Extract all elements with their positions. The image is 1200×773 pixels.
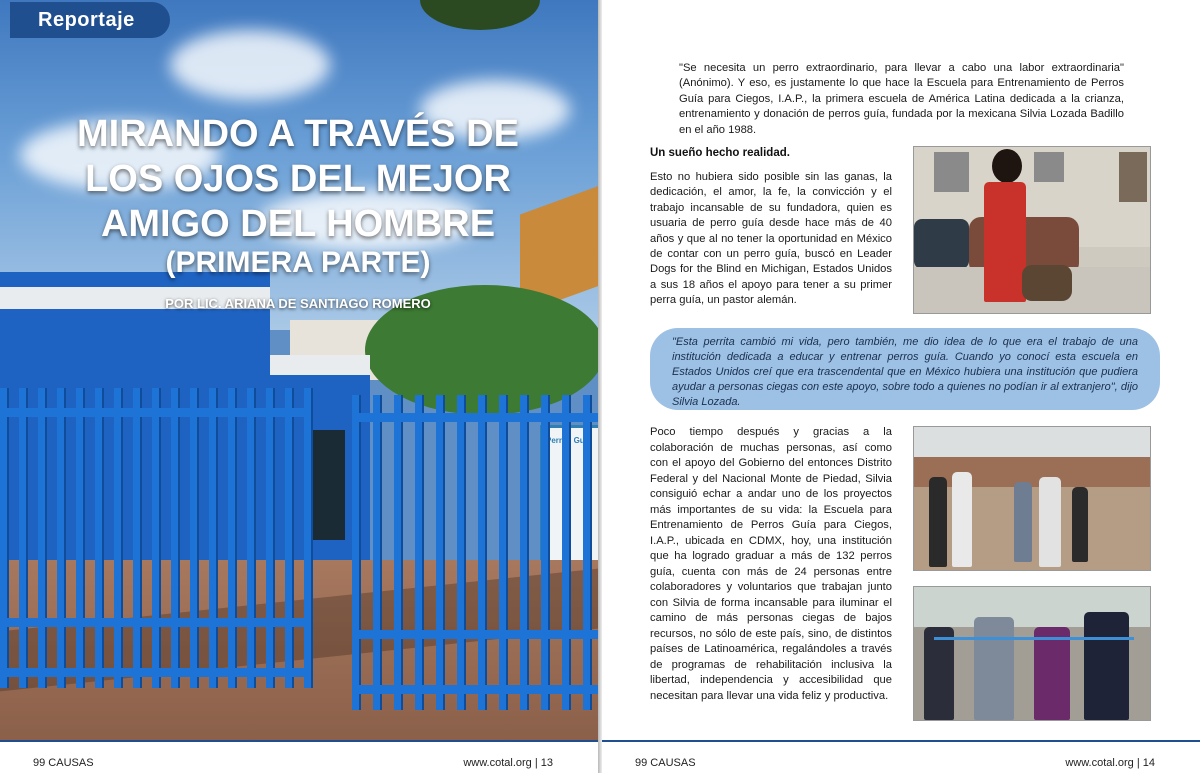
fence-bar (114, 388, 123, 688)
photo-ribbon-cutting (913, 586, 1151, 721)
fence-bar (373, 395, 382, 710)
fence-bar (19, 388, 28, 688)
intro-paragraph: "Se necesita un perro extraordinario, para llevar a cabo una labor extraordinaria" (Anónimo). Y eso, es justamente lo que hace la Escuela para Entrenamiento de Perros Guía para Ciegos, I.A.P., la primera escuela de América Latina dedicada a la crianza, entrenamiento y donación de perros guía, fundada por la mexicana Silvia Lozada Badillo en el año 1988. (679, 62, 1124, 136)
fence-bar (285, 388, 294, 688)
footer-page-number: www.cotal.org | 13 (463, 757, 553, 769)
fence-bar (352, 395, 361, 710)
footer (0, 740, 598, 773)
fence-rail (0, 408, 305, 417)
article-title (38, 112, 558, 247)
footer-publication: 99 CAUSAS (33, 757, 94, 769)
fence-bar (266, 388, 275, 688)
sign-text: Perros (546, 436, 572, 445)
footer (602, 740, 1200, 773)
fence-bar (541, 395, 550, 710)
fence-rail (352, 630, 598, 639)
footer-publication: 99 CAUSAS (635, 757, 696, 769)
fence-rail (352, 685, 598, 694)
title-line: LOS OJOS DEL MEJOR (85, 158, 511, 200)
fence-rail (0, 618, 305, 627)
fence-rail (352, 413, 598, 422)
blue-gate-right (352, 395, 598, 710)
fence-bar (57, 388, 66, 688)
author-byline: POR LIC. ARIANA DE SANTIAGO ROMERO (165, 296, 431, 311)
fence-bar (76, 388, 85, 688)
right-page (602, 0, 1200, 773)
fence-bar (457, 395, 466, 710)
footer-page-number: www.cotal.org | 14 (1065, 757, 1155, 769)
fence-bar (520, 395, 529, 710)
fence-bar (228, 388, 237, 688)
fence-bar (38, 388, 47, 688)
fence-bar (415, 395, 424, 710)
fence-bar (583, 395, 592, 710)
body-paragraph: Poco tiempo después y gracias a la colaboración de muchas personas, así como con el apoyo del Gobierno del entonces Distrito Federal y del Nacional Monte de Piedad, Silvia consiguió echar a andar uno de los proyectos más importantes de su vida: la Escuela para Entrenamiento de Perros Guía para Ciegos, I.A.P., ubicada en CDMX, hoy, una institución que ha logrado graduar a más de 132 perros guía, cuenta con más de 24 personas entre colaboradores y voluntarios que trabajan junto con Silvia de forma incansable para iluminar el camino de más personas ciegas de bajos recursos, no sólo de este país, sino, de distintos países de Latinoamérica, regalándoles a través de programas de rehabilitación inclusiva la libertad, independencia y accesibilidad que necesitan para llevar una vida feliz y productiva. (650, 426, 892, 702)
blue-gate-left (0, 388, 305, 688)
left-page (0, 0, 598, 773)
section-tag: Reportaje (10, 2, 170, 38)
fence-bar (394, 395, 403, 710)
pull-quote: "Esta perrita cambió mi vida, pero también, me dio idea de lo que era el trabajo de una institución dedicada a educar y entrenar perros guía. Cuando yo conocí esta escuela en Estados Unidos creí que era trascendental que en México hubiera una institución que pudiera ayudar a personas ciegas con este apoyo, sobre todo a quienes no podían ir al extranjero", dijo Silvia Lozada. (650, 328, 1160, 410)
fence-bar (152, 388, 161, 688)
fence-bar (436, 395, 445, 710)
fence-bar (0, 388, 9, 688)
building-stripe-2 (270, 355, 370, 375)
fence-rail (0, 668, 305, 677)
fence-bar (171, 388, 180, 688)
photo-construction-site (913, 426, 1151, 571)
section-heading: Un sueño hecho realidad. (650, 147, 790, 159)
fence-bar (478, 395, 487, 710)
fence-bar (304, 388, 313, 688)
fence-bar (190, 388, 199, 688)
fence-bar (499, 395, 508, 710)
fence-bar (133, 388, 142, 688)
fence-bar (562, 395, 571, 710)
title-line: AMIGO DEL HOMBRE (100, 203, 496, 245)
fence-bar (247, 388, 256, 688)
fence-bar (209, 388, 218, 688)
photo-silvia-with-guide-dog (913, 146, 1151, 314)
body-paragraph: Esto no hubiera sido posible sin las ganas, la dedicación, el amor, la fe, la convicción y el trabajo incansable de su fundadora, quien es usuaria de perro guía desde hace más de 40 años y que al no tener la oportunidad en México de contar con un perro guía, buscó en Leader Dogs for the Blind en Michigan, Estados Unidos a sus 18 años el apoyo para tener a su primer perra guía, un pastor alemán. (650, 171, 892, 307)
article-subtitle: (PRIMERA PARTE) (165, 246, 431, 279)
title-line: MIRANDO A TRAVÉS DE (77, 113, 519, 155)
fence-bar (95, 388, 104, 688)
